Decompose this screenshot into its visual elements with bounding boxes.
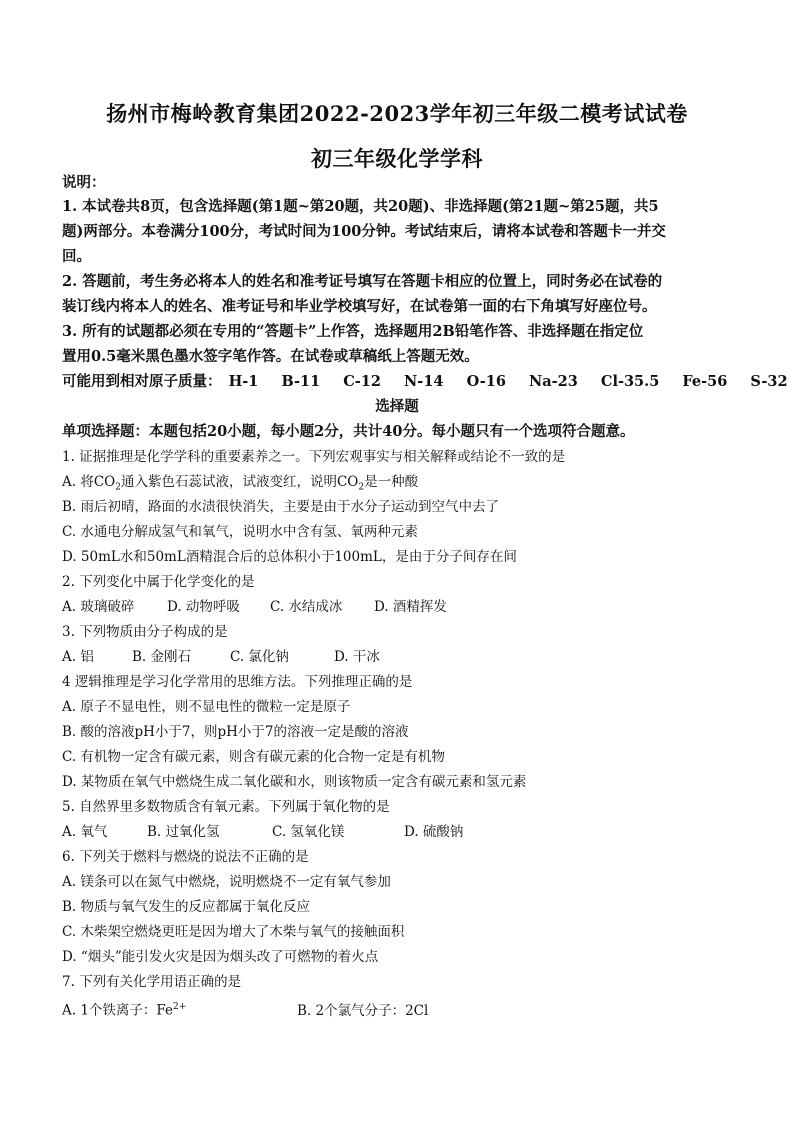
question-7-options: [62, 998, 742, 1020]
question-1-option-c: C. 水通电分解成氢气和氧气，说明水中含有氢、氧两种元素: [62, 524, 418, 540]
instruction-line: 装订线内将本人的姓名、准考证号和毕业学校填写好，在试卷第一面的右下角填写好座位号。: [62, 298, 657, 315]
atomic-mass: N-14: [404, 373, 444, 390]
section-title: 选择题: [375, 398, 419, 415]
atomic-mass: C-12: [343, 373, 381, 390]
question-5-option-d: D. 硫酸钠: [404, 824, 464, 840]
section-description: 单项选择题：本题包括20小题，每小题2分，共计40分。每小题只有一个选项符合题意。: [62, 423, 635, 440]
question-5-option-a: A. 氧气: [62, 824, 108, 840]
question-5-option-c: C. 氢氧化镁: [272, 824, 345, 840]
question-3-options: [62, 648, 742, 666]
question-2-option-a: A. 玻璃破碎: [62, 599, 135, 615]
question-5-stem: 5. 自然界里多数物质含有氧元素。下列属于氧化物的是: [62, 799, 390, 815]
instructions-label: 说明：: [62, 174, 106, 191]
question-7-stem: 7. 下列有关化学用语正确的是: [62, 974, 242, 990]
atomic-mass: B-11: [281, 373, 321, 390]
question-2-option-b: D. 动物呼吸: [167, 599, 240, 615]
question-5-option-b: B. 过氧化氢: [147, 824, 220, 840]
instruction-line: 2. 答题前，考生务必将本人的姓名和准考证号填写在答题卡相应的位置上，同时务必在试卷的: [62, 273, 663, 290]
question-2-option-d: D. 酒精挥发: [374, 599, 447, 615]
atomic-mass: Cl-35.5: [600, 373, 660, 390]
atomic-mass: O-16: [466, 373, 506, 390]
question-2-stem: 2. 下列变化中属于化学变化的是: [62, 574, 255, 590]
question-1-option-b: B. 雨后初晴，路面的水渍很快消失，主要是由于水分子运动到空气中去了: [62, 499, 500, 515]
atomic-mass-line: [62, 373, 788, 391]
instruction-line: 1. 本试卷共8页，包含选择题(第1题~第20题，共20题)、非选择题(第21题~第25题，共5: [62, 198, 659, 215]
question-5-options: [62, 823, 742, 841]
question-4-option-a: A. 原子不显电性，则不显电性的微粒一定是原子: [62, 699, 351, 715]
question-6-option-b: B. 物质与氧气发生的反应都属于氧化反应: [62, 899, 311, 915]
atomic-mass: S-32: [750, 373, 788, 390]
atomic-mass: Na-23: [528, 373, 578, 390]
question-3-option-c: C. 氯化钠: [230, 649, 289, 665]
question-4-option-d: D. 某物质在氧气中燃烧生成二氧化碳和水，则该物质一定含有碳元素和氢元素: [62, 774, 527, 790]
question-6-option-d: D. “烟头”能引发火灾是因为烟头改了可燃物的着火点: [62, 949, 379, 965]
question-3-option-b: B. 金刚石: [132, 649, 192, 665]
question-6-stem: 6. 下列关于燃料与燃烧的说法不正确的是: [62, 849, 309, 865]
question-1-stem: 1. 证据推理是化学学科的重要素养之一。下列宏观事实与相关解释或结论不一致的是: [62, 449, 566, 465]
instruction-line: 题)两部分。本卷满分100分，考试时间为100分钟。考试结束后，请将本试卷和答题卡一并交: [62, 223, 666, 240]
question-4-option-b: B. 酸的溶液pH小于7，则pH小于7的溶液一定是酸的溶液: [62, 724, 409, 740]
instruction-line: 回。: [62, 248, 91, 265]
question-2-option-c: C. 水结成冰: [270, 599, 343, 615]
exam-subtitle: 初三年级化学学科: [311, 146, 483, 171]
question-7-option-a: A. 1个铁离子：$Fe^{2+}$: [62, 1002, 187, 1019]
question-7-option-b: B. 2个氯气分子：2Cl: [297, 1002, 429, 1019]
atomic-mass: Fe-56: [682, 373, 728, 390]
question-3-option-a: A. 铝: [62, 649, 94, 665]
atomic-mass-label: 可能用到相对原子质量：: [62, 373, 222, 390]
question-3-option-d: D. 干冰: [334, 649, 380, 665]
instruction-line: 3. 所有的试题都必须在专用的“答题卡”上作答，选择题用2B铅笔作答、非选择题在指定位: [62, 323, 644, 340]
question-1-option-d: D. 50mL水和50mL酒精混合后的总体积小于100mL，是由于分子间存在间: [62, 549, 517, 565]
question-6-option-a: A. 镁条可以在氮气中燃烧，说明燃烧不一定有氧气参加: [62, 874, 391, 890]
atomic-mass: H-1: [228, 373, 259, 390]
question-1-option-a: A. 将$CO_2$通入紫色石蕊试液，试液变红，说明$CO_2$是一种酸: [62, 474, 419, 493]
question-4-option-c: C. 有机物一定含有碳元素，则含有碳元素的化合物一定是有机物: [62, 749, 445, 765]
question-6-option-c: C. 木柴架空燃烧更旺是因为增大了木柴与氧气的接触面积: [62, 924, 405, 940]
instruction-line: 置用0.5毫米黑色墨水签字笔作答。在试卷或草稿纸上答题无效。: [62, 348, 479, 365]
exam-title: 扬州市梅岭教育集团2022-2023学年初三年级二模考试试卷: [106, 101, 688, 126]
question-4-stem: 4 逻辑推理是学习化学常用的思维方法。下列推理正确的是: [62, 674, 413, 690]
question-3-stem: 3. 下列物质由分子构成的是: [62, 624, 228, 640]
question-2-options: [62, 598, 742, 616]
